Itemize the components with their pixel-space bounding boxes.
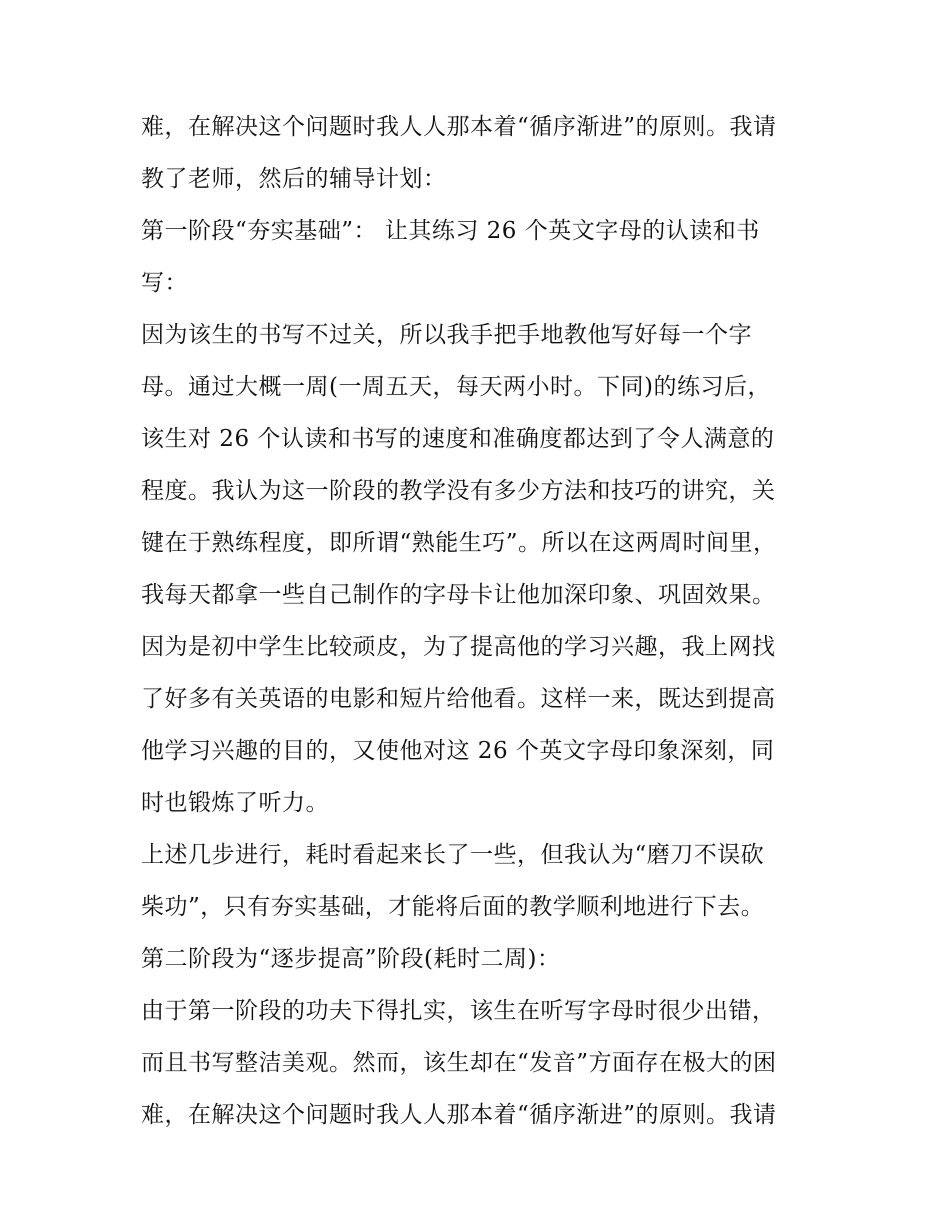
text-line: 因为是初中学生比较顽皮，为了提高他的学习兴趣，我上网找 — [141, 634, 776, 660]
text-line: 由于第一阶段的功夫下得扎实，该生在听写字母时很少出错， — [141, 998, 776, 1024]
text-line: 而且书写整洁美观。然而，该生却在“发音”方面存在极大的困 — [141, 1050, 777, 1076]
text-line: 教了老师，然后的辅导计划： — [141, 166, 447, 192]
text-line: 第二阶段为“逐步提高”阶段(耗时二周)： — [141, 946, 561, 972]
text-line: 键在于熟练程度，即所谓“熟能生巧”。所以在这两周时间里， — [141, 530, 777, 556]
text-line: 了好多有关英语的电影和短片给他看。这样一来，既达到提高 — [141, 686, 776, 712]
text-line: 因为该生的书写不过关，所以我手把手地教他写好每一个字 — [141, 322, 752, 348]
text-line: 难，在解决这个问题时我人人那本着“循序渐进”的原则。我请 — [141, 1102, 777, 1128]
text-line: 柴功”，只有夯实基础，才能将后面的教学顺利地进行下去。 — [141, 894, 765, 920]
text-line: 写： — [141, 270, 188, 296]
text-line: 难，在解决这个问题时我人人那本着“循序渐进”的原则。我请 — [141, 114, 777, 140]
text-line: 他学习兴趣的目的，又使他对这 26 个英文字母印象深刻，同 — [141, 738, 775, 764]
text-line: 该生对 26 个认读和书写的速度和准确度都达到了令人满意的 — [141, 426, 775, 452]
text-line: 第一阶段“夯实基础”： 让其练习 26 个英文字母的认读和书 — [141, 218, 760, 244]
text-line: 母。通过大概一周(一周五天，每天两小时。下同)的练习后， — [141, 374, 771, 400]
text-line: 我每天都拿一些自己制作的字母卡让他加深印象、巩固效果。 — [141, 582, 776, 608]
text-line: 程度。我认为这一阶段的教学没有多少方法和技巧的讲究，关 — [141, 478, 776, 504]
text-line: 时也锻炼了听力。 — [141, 790, 329, 816]
text-line: 上述几步进行，耗时看起来长了一些，但我认为“磨刀不误砍 — [141, 842, 765, 868]
